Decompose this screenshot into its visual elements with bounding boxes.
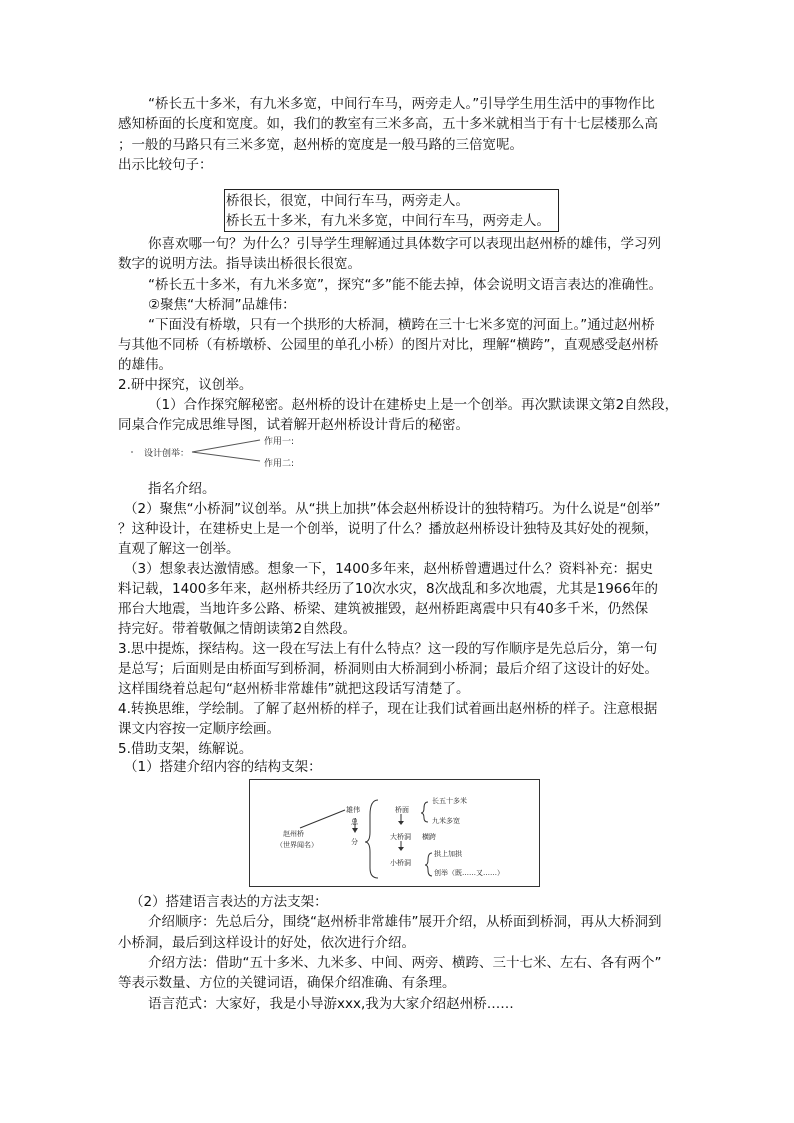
paragraph-line: （1）合作探究解秘密。赵州桥的设计在建桥史上是一个创举。再次默读课文第2自然段， bbox=[148, 397, 679, 413]
diagram-root-sub: （世界闻名） bbox=[276, 841, 318, 849]
paragraph-line: 料记载，1400多年来，赵州桥共经历了10次水灾，8次战乱和多次地震，尤其是1966年的 bbox=[118, 581, 658, 597]
comparison-sentence-box bbox=[224, 189, 559, 232]
diagram-node-daqiaodong: 大桥洞 bbox=[390, 833, 411, 841]
section-heading: 3.思中提炼，探结构。这一段在写法上有什么特点？这一段的写作顺序是先总后分，第一句 bbox=[118, 641, 658, 657]
diagram-node-width: 九米多宽 bbox=[432, 817, 460, 825]
diagram-node-xiaoqiaodong: 小桥洞 bbox=[390, 859, 411, 867]
diagram-node-gongshang: 拱上加拱 bbox=[434, 850, 462, 858]
diagram-node-length: 长五十多米 bbox=[432, 797, 467, 805]
paragraph-line: “下面没有桥墩，只有一个拱形的大桥洞，横跨在三十七米多宽的河面上。”通过赵州桥 bbox=[148, 317, 655, 333]
paragraph-line: ②聚焦“大桥洞”品雄伟： bbox=[148, 297, 296, 313]
structure-diagram bbox=[249, 779, 540, 887]
diagram-node-fen: 分 bbox=[351, 838, 358, 846]
paragraph-line: （2）搭建语言表达的方法支架： bbox=[130, 894, 328, 910]
paragraph-line: 邢台大地震，当地许多公路、桥梁、建筑被摧毁，赵州桥距离震中只有40多千米，仍然保 bbox=[118, 601, 649, 617]
paragraph-line: 出示比较句子： bbox=[118, 157, 213, 173]
diagram-node-zong: 总 bbox=[351, 818, 358, 826]
diagram-node-xiongwei: 雄伟 bbox=[346, 806, 360, 814]
section-heading: 2.研中探究，议创举。 bbox=[118, 377, 253, 393]
paragraph-line: 数字的说明方法。指导读出桥很长很宽。 bbox=[118, 256, 361, 272]
paragraph-line: 小桥洞，最后到这样设计的好处，依次进行介绍。 bbox=[118, 935, 415, 951]
mind-map-branch-1: 作用一: bbox=[264, 437, 295, 447]
paragraph-line: 指名介绍。 bbox=[148, 481, 216, 497]
paragraph-line: 同桌合作完成思维导图，试着解开赵州桥设计背后的秘密。 bbox=[118, 417, 469, 433]
paragraph-line: 感知桥面的长度和宽度。如，我们的教室有三米多高，五十多米就相当于有十七层楼那么高 bbox=[118, 116, 658, 132]
paragraph-line: （3）想象表达激情感。想象一下，1400多年来，赵州桥曾遭遇过什么？资料补充：据史 bbox=[124, 561, 653, 577]
mind-map-branch-2: 作用二: bbox=[264, 459, 295, 469]
diagram-root: 赵州桥 bbox=[283, 830, 304, 838]
paragraph-line: 这样围绕着总起句“赵州桥非常雄伟”就把这段话写清楚了。 bbox=[118, 681, 470, 697]
paragraph-line: 直观了解这一创举。 bbox=[118, 541, 240, 557]
section-heading: 5.借助支架，练解说。 bbox=[118, 741, 253, 757]
paragraph-line: 是总写；后面则是由桥面写到桥洞，桥洞则由大桥洞到小桥洞；最后介绍了这设计的好处。 bbox=[118, 661, 658, 677]
paragraph-line: 介绍顺序：先总后分，围绕“赵州桥非常雄伟”展开介绍，从桥面到桥洞，再从大桥洞到 bbox=[148, 914, 662, 930]
comparison-sentence-2: 桥长五十多米，有九米多宽，中间行车马，两旁走人。 bbox=[226, 213, 550, 229]
paragraph-line: ；一般的马路只有三米多宽，赵州桥的宽度是一般马路的三倍宽呢。 bbox=[118, 137, 523, 153]
comparison-sentence-1: 桥很长，很宽，中间行车马，两旁走人。 bbox=[226, 193, 469, 209]
paragraph-line: 持完好。带着敬佩之情朗读第2自然段。 bbox=[118, 621, 357, 637]
diagram-node-qiaomian: 桥面 bbox=[395, 806, 409, 814]
paragraph-line: （2）聚焦“小桥洞”议创举。从“拱上加拱”体会赵州桥设计的独特精巧。为什么说是“创举” bbox=[124, 501, 661, 517]
diagram-node-hengkua: 横跨 bbox=[422, 833, 436, 841]
paragraph-line: “桥长五十多米，有九米多宽”，探究“多”能不能去掉，体会说明文语言表达的准确性。 bbox=[148, 277, 662, 293]
section-heading: 4.转换思维，学绘制。了解了赵州桥的样子，现在让我们试着画出赵州桥的样子。注意根据 bbox=[118, 701, 658, 717]
paragraph-line: 课文内容按一定顺序绘画。 bbox=[118, 721, 280, 737]
paragraph-line: 的雄伟。 bbox=[118, 357, 172, 373]
paragraph-line: 与其他不同桥（有桥墩桥、公园里的单孔小桥）的图片对比，理解“横跨”，直观感受赵州桥 bbox=[118, 337, 659, 353]
paragraph-line: 语言范式：大家好，我是小导游xxx,我为大家介绍赵州桥…… bbox=[148, 996, 514, 1012]
diagram-node-chuangju: 创举（既……又……） bbox=[434, 869, 504, 877]
paragraph-line: （1）搭建介绍内容的结构支架： bbox=[124, 759, 322, 775]
paragraph-line: 等表示数量、方位的关键词语，确保介绍准确、有条理。 bbox=[118, 975, 456, 991]
mind-map-center: 设计创举： bbox=[144, 449, 190, 459]
paragraph-line: “桥长五十多米，有九米多宽，中间行车马，两旁走人。”引导学生用生活中的事物作比 bbox=[148, 96, 655, 112]
paragraph-line: 你喜欢哪一句？为什么？引导学生理解通过具体数字可以表现出赵州桥的雄伟，学习列 bbox=[148, 236, 661, 252]
mind-map-figure bbox=[128, 430, 318, 475]
paragraph-line: ？这种设计，在建桥史上是一个创举，说明了什么？播放赵州桥设计独特及其好处的视频， bbox=[118, 521, 658, 537]
paragraph-line: 介绍方法：借助“五十多米、九米多、中间、两旁、横跨、三十七米、左右、各有两个” bbox=[148, 955, 662, 971]
